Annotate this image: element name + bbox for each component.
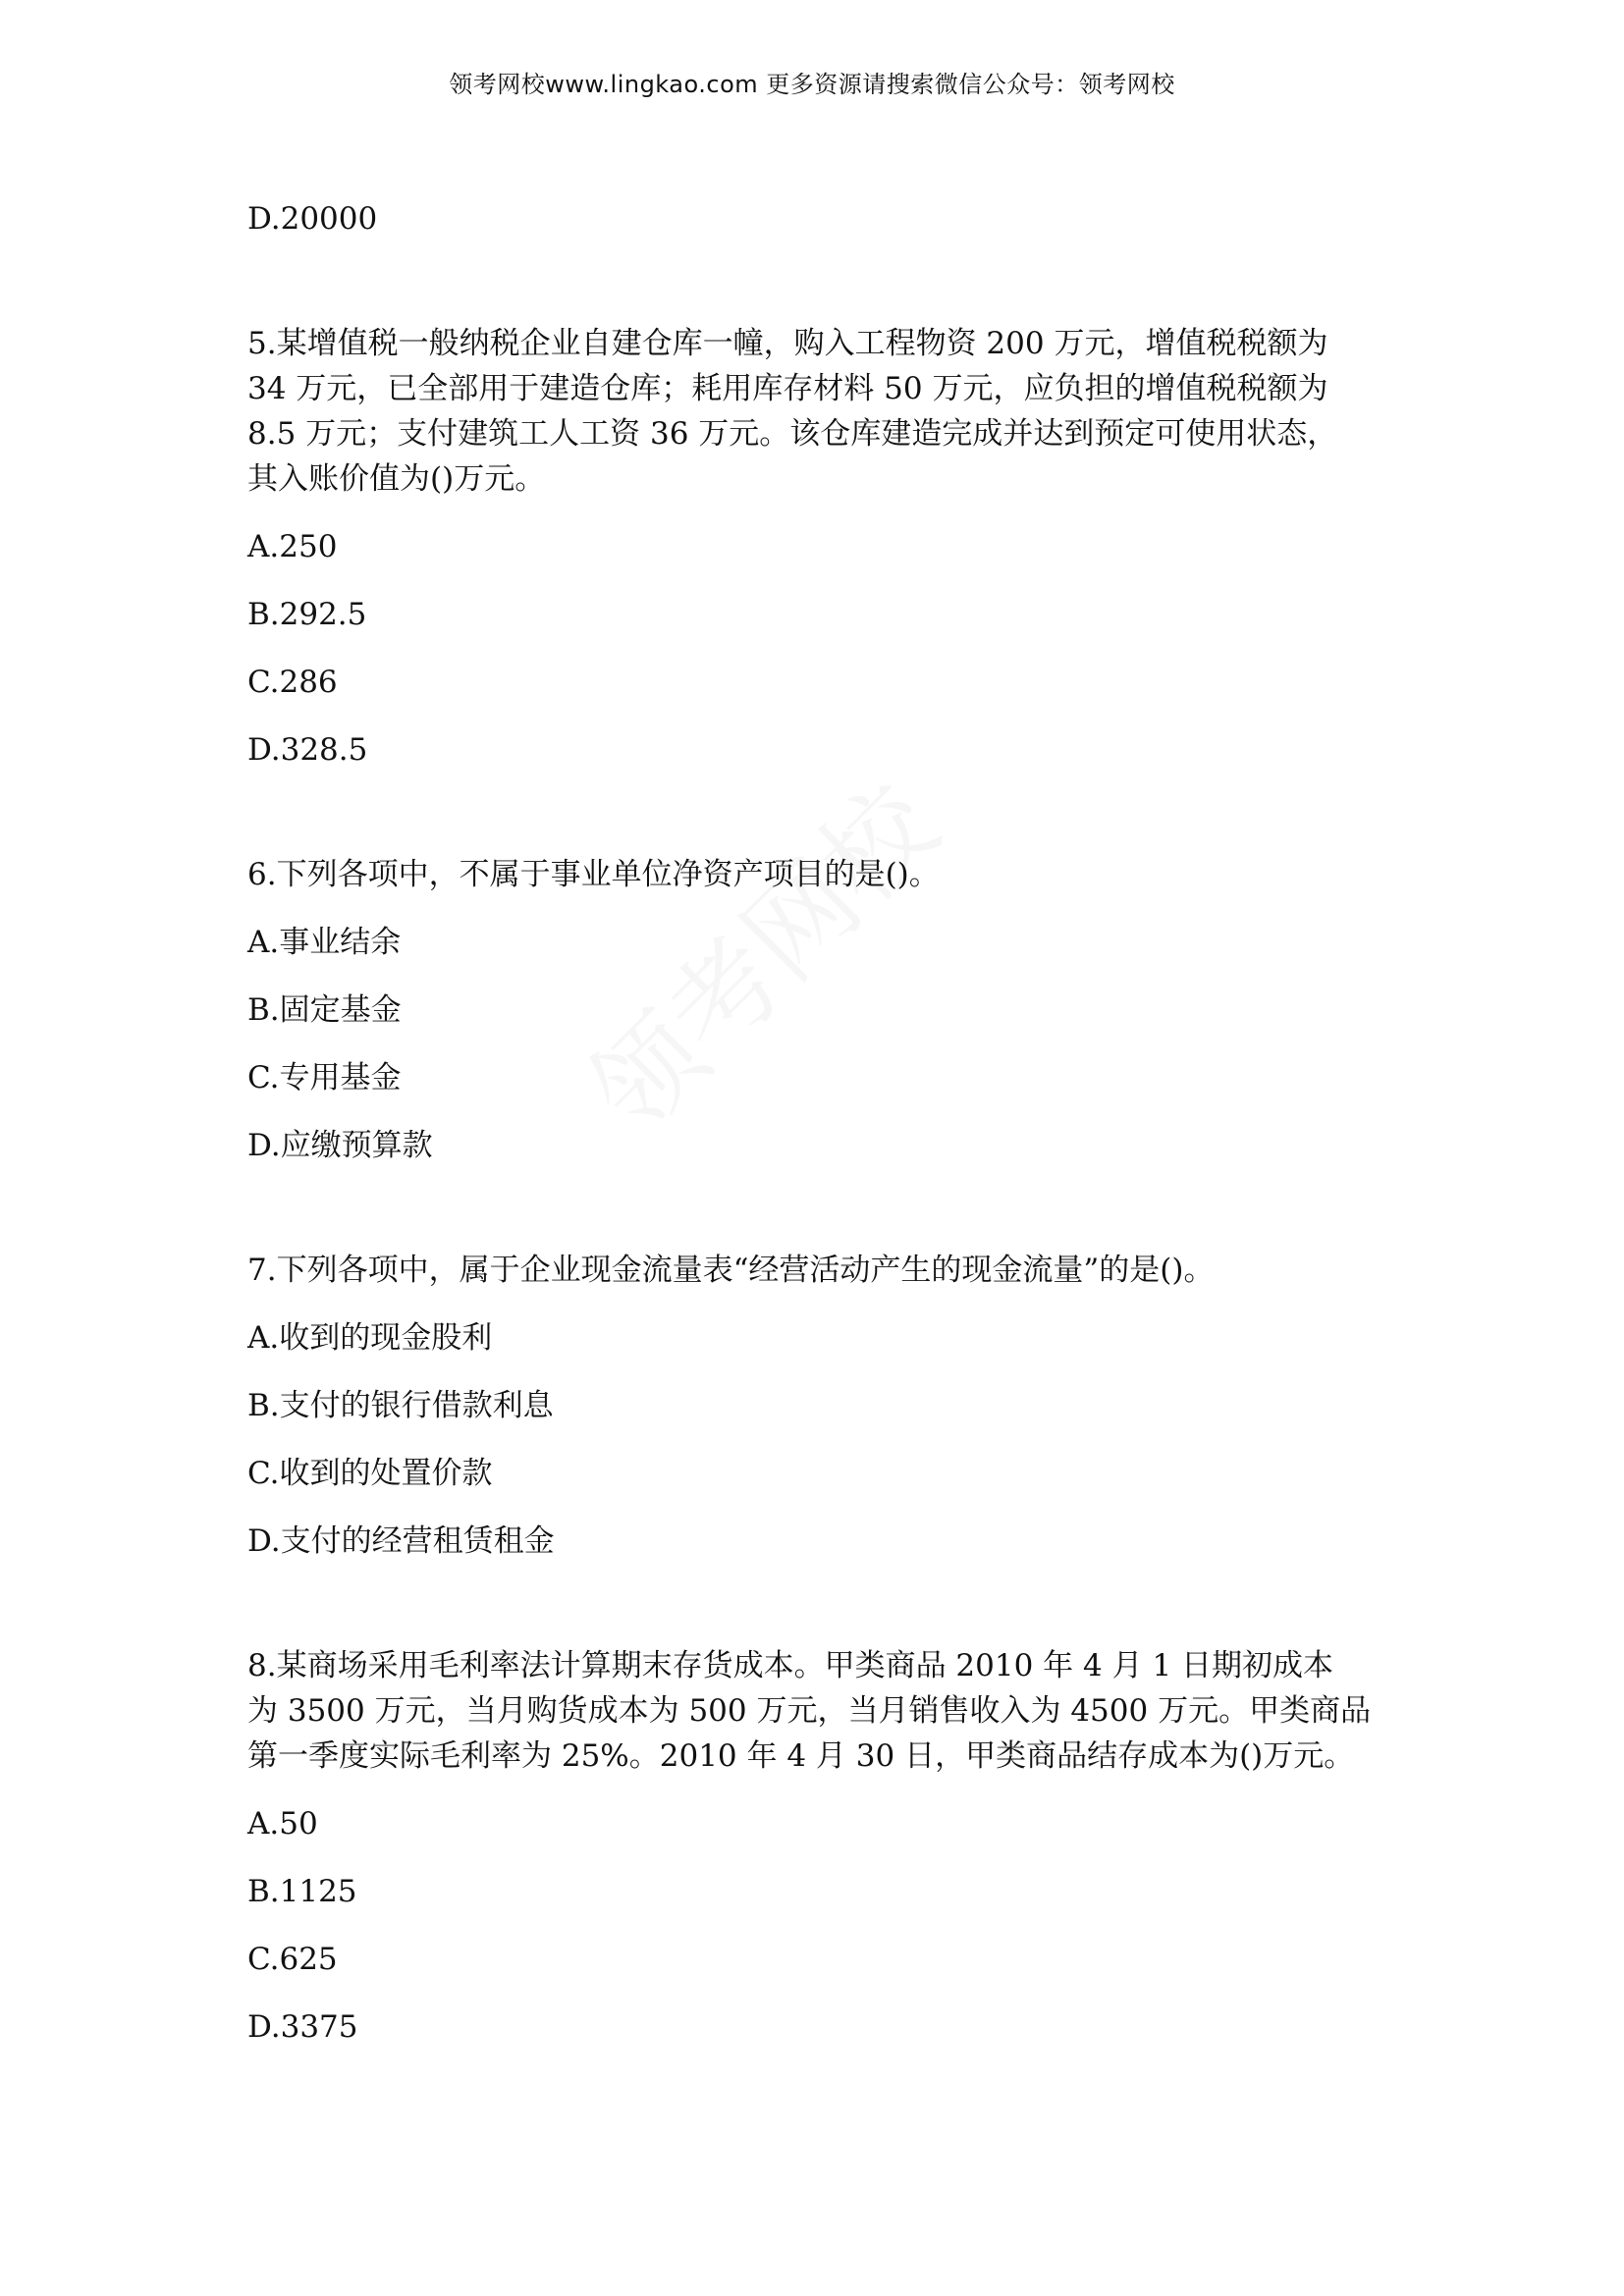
option-c: C.286 [247, 665, 338, 700]
question-stem [247, 1643, 1386, 1779]
question-8 [247, 1643, 1386, 2050]
option-b: B.292.5 [247, 597, 367, 632]
option-a: A.250 [247, 529, 338, 564]
question-7 [247, 1248, 1386, 1564]
option-b: B.支付的银行借款利息 [247, 1388, 554, 1423]
option-b: B.1125 [247, 1874, 357, 1909]
question-stem [247, 1248, 1386, 1293]
stem-line: 6.下列各项中，不属于事业单位净资产项目的是()。 [247, 857, 940, 892]
option-a: A.50 [247, 1806, 318, 1842]
option-a: A.事业结余 [247, 925, 402, 960]
option-c: C.625 [247, 1942, 338, 1977]
question-6 [247, 852, 1386, 1168]
option-d: D.支付的经营租赁租金 [247, 1523, 555, 1559]
option-c: C.专用基金 [247, 1060, 402, 1095]
option-d: D.应缴预算款 [247, 1128, 433, 1163]
page-header: 领考网校www.lingkao.com 更多资源请搜索微信公众号：领考网校 [449, 71, 1175, 98]
question-5 [247, 321, 1386, 773]
option-b: B.固定基金 [247, 992, 402, 1028]
document-body [247, 196, 1386, 2072]
stem-line: 5.某增值税一般纳税企业自建仓库一幢，购入工程物资 200 万元，增值税税额为 [247, 326, 1328, 361]
stem-line: 34 万元，已全部用于建造仓库；耗用库存材料 50 万元，应负担的增值税税额为 [247, 371, 1328, 406]
option-d: D.3375 [247, 2009, 358, 2045]
stem-line: 第一季度实际毛利率为 25%。2010 年 4 月 30 日，甲类商品结存成本为()万元。 [247, 1738, 1355, 1774]
option-d: D.328.5 [247, 732, 368, 768]
stem-line: 为 3500 万元，当月购货成本为 500 万元，当月销售收入为 4500 万元。甲类商品 [247, 1693, 1372, 1729]
stem-line: 其入账价值为()万元。 [247, 461, 546, 497]
question-stem [247, 321, 1386, 502]
stem-line: 8.某商场采用毛利率法计算期末存货成本。甲类商品 2010 年 4 月 1 日期初成本 [247, 1648, 1334, 1683]
stem-line: 7.下列各项中，属于企业现金流量表“经营活动产生的现金流量”的是()。 [247, 1253, 1215, 1288]
option-c: C.收到的处置价款 [247, 1456, 493, 1491]
option-a: A.收到的现金股利 [247, 1320, 493, 1356]
previous-question-option: D.20000 [247, 201, 378, 237]
stem-line: 8.5 万元；支付建筑工人工资 36 万元。该仓库建造完成并达到预定可使用状态， [247, 416, 1338, 452]
question-stem [247, 852, 1386, 897]
